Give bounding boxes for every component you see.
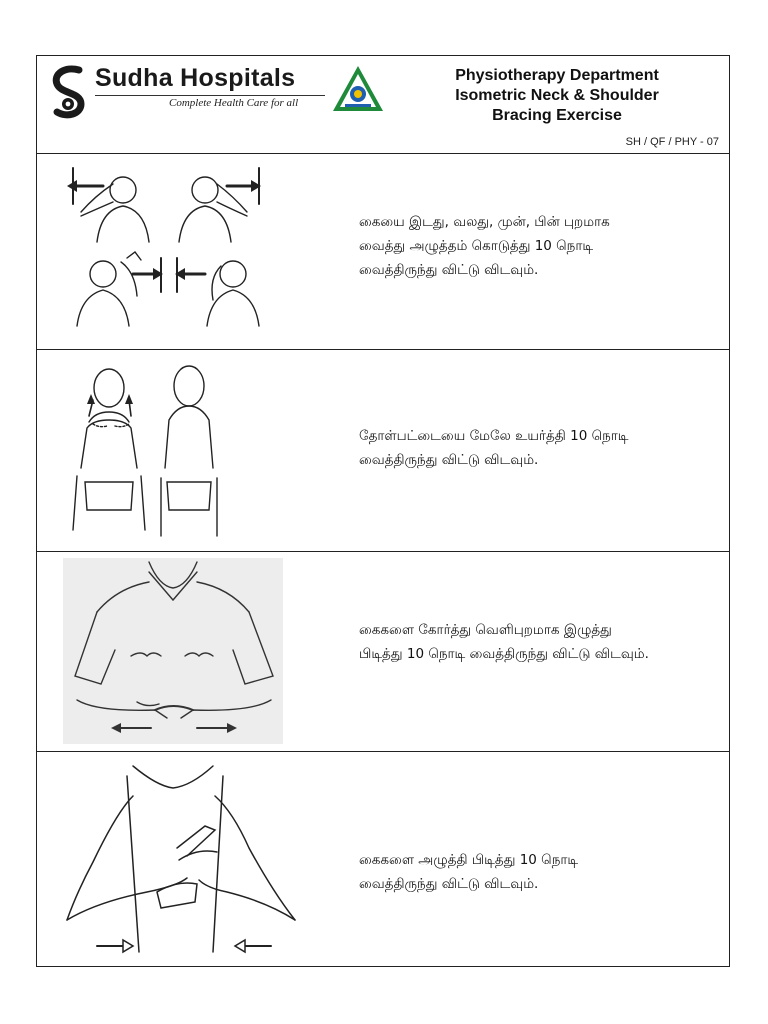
exercise-instruction: தோள்பட்டையை மேலே உயர்த்தி 10 நொடி வைத்திருந்து விட்டு விடவும். (359, 428, 629, 468)
figure-back-view-shrug (161, 366, 217, 536)
interlocked-hands-pull-illustration (37, 552, 337, 750)
isometric-neck-press-illustration (37, 154, 337, 348)
exercise-instruction: கையை இடது, வலது, முன், பின் புறமாக வைத்து அழுத்தம் கொடுத்து 10 நொடி வைத்திருந்து விட்டு விடவும். (359, 214, 610, 278)
document-title-line: Isometric Neck & Shoulder (455, 87, 659, 104)
exercise-row (37, 154, 729, 350)
header (37, 56, 729, 154)
hospital-logo-icon (47, 64, 91, 120)
nabh-accreditation-logo-icon (331, 64, 385, 114)
figure-backward-press (207, 261, 259, 326)
document-title-line: Bracing Exercise (492, 107, 622, 124)
form-code: SH / QF / PHY - 07 (625, 136, 719, 148)
exercise-instruction: கைகளை அழுத்தி பிடித்து 10 நொடி வைத்திருந்து விட்டு விடவும். (359, 852, 579, 892)
exercise-instruction: கைகளை கோர்த்து வெளிபுறமாக இழுத்து பிடித்து 10 நொடி வைத்திருந்து விட்டு விடவும். (359, 622, 649, 662)
hospital-name: Sudha Hospitals (95, 64, 296, 92)
department-line: Physiotherapy Department (455, 67, 659, 84)
exercise-row (37, 350, 729, 552)
exercise-row (37, 752, 729, 968)
figure-back-view (73, 369, 145, 530)
exercise-row (37, 552, 729, 752)
shoulder-shrug-illustration (37, 350, 337, 550)
hands-press-together-illustration (37, 752, 337, 966)
department-title (407, 66, 707, 126)
exercise-sheet (36, 55, 730, 967)
figure-forward-press (77, 252, 141, 326)
hospital-tagline: Complete Health Care for all (169, 97, 299, 109)
brand-divider (95, 95, 325, 96)
